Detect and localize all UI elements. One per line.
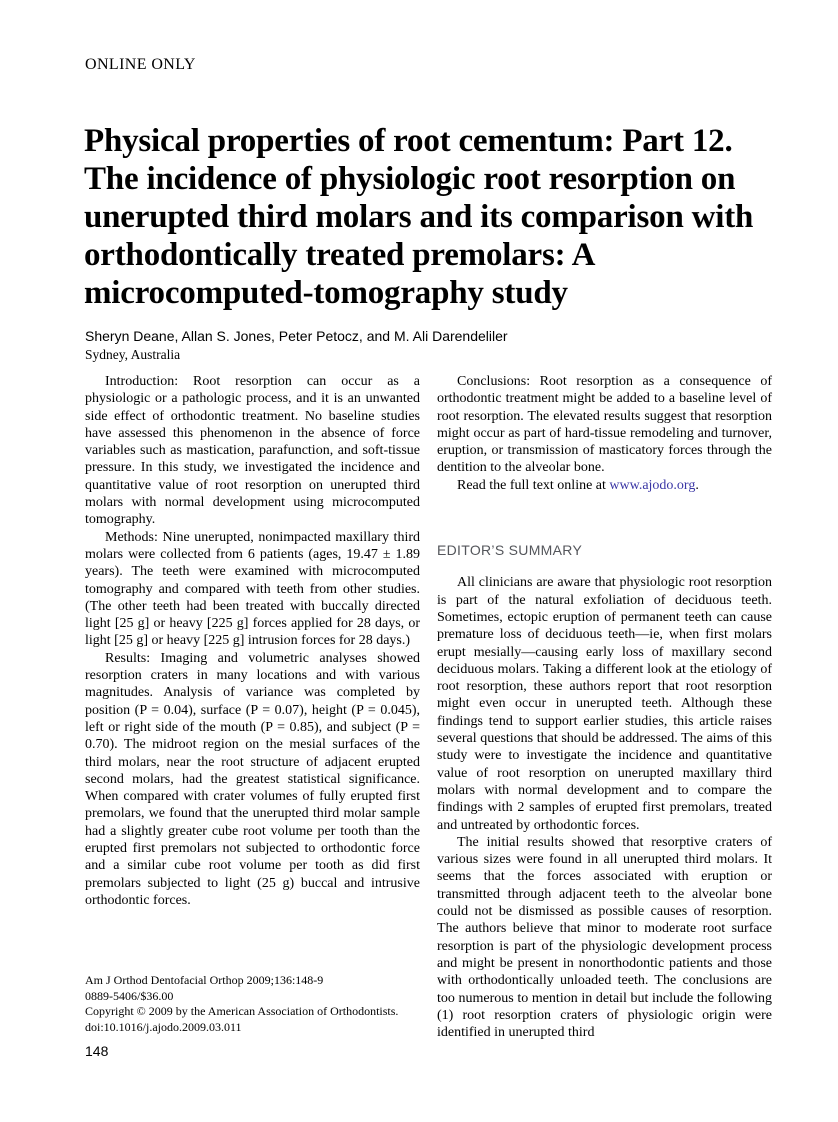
abstract-introduction: Introduction: Root resorption can occur as a physiologic or a pathologic process, and it is an unwanted side effect of orthodontic treatment. No baseline studies have assessed this phenomenon in the absence of force variables such as mastication, parafunction, and soft-tissue pressure. In this study, we investigated the incidence and quantitative value of root resorption on unerupted third molars with normal development using microcomputed tomography. (85, 374, 420, 528)
read-online-prefix: Read the full text online at (457, 477, 610, 493)
citation-block (85, 973, 398, 1035)
read-online-line (437, 477, 772, 494)
editors-summary-paragraph: All clinicians are aware that physiologic root resorption is part of the natural exfoliation of deciduous teeth. Sometimes, ectopic eruption of permanent teeth can cause premature loss of deciduous teeth—ie, when first molars erupt mesially—causing early loss of maxillary second deciduous molars. Taking a different look at the etiology of root resorption, these authors report that root resorption might even occur in unerupted teeth. Although these findings tend to support earlier studies, this article raises several questions that should be addressed. The aims of this study were to investigate the incidence and quantitative value of root resorption on unerupted maxillary third molars with normal development and to compare the findings with 2 samples of erupted first premolars, treated and untreated by orthodontic forces. (437, 575, 772, 833)
abstract-conclusions: Conclusions: Root resorption as a consequence of orthodontic treatment might be added to a baseline level of root resorption. The elevated results suggest that resorption might occur as part of hard-tissue remodeling and turnover, eruption, or transmission of masticatory forces through the dentition to the alveolar bone. (437, 374, 772, 476)
ajodo-link[interactable]: www.ajodo.org (609, 477, 696, 493)
left-column (85, 373, 420, 1041)
right-column (437, 373, 772, 1041)
abstract-results: Results: Imaging and volumetric analyses showed resorption craters in many locations and with various magnitudes. Analysis of variance was completed by position (P = 0.04), surface (P = 0.07), height (P = 0.045), left or right side of the mouth (P = 0.85), and subject (P = 0.70). The midroot region on the mesial surfaces of the third molars, near the root structure of adjacent erupted second molars, had the greatest statistical significance. When compared with crater volumes of fully erupted first premolars, we found that the unerupted third molar sample had a slightly greater cube root volume per tooth than the erupted first premolars not subjected to orthodontic force and a similar cube root volume per tooth as did first premolars subjected to light (25 g) buccal and intrusive orthodontic forces. (85, 650, 420, 908)
citation-copyright-line: Copyright © 2009 by the American Association of Orthodontists. (85, 1004, 399, 1018)
article-title: Physical properties of root cementum: Part 12. The incidence of physiologic root resorption on unerupted third molars and its comparison with orthodontically treated premolars: A microcomputed-tomography study (84, 123, 754, 311)
page-number: 148 (85, 1043, 109, 1059)
affiliation: Sydney, Australia (85, 347, 181, 362)
two-column-body (85, 373, 772, 1041)
citation-doi-line: doi:10.1016/j.ajodo.2009.03.011 (85, 1019, 242, 1034)
online-only-label: ONLINE ONLY (85, 56, 196, 73)
editors-summary-heading: EDITOR’S SUMMARY (437, 542, 583, 559)
abstract-methods: Methods: Nine unerupted, nonimpacted maxillary third molars were collected from 6 patients (ages, 19.47 ± 1.89 years). The teeth were examined with microcomputed tomography and compared with teeth from other studies. (The other teeth had been treated with buccally directed light [25 g] or heavy [225 g] forces applied for 28 days, or light [25 g] or heavy [225 g] intrusion forces for 28 days.) (85, 529, 420, 649)
read-online-suffix: . (695, 477, 699, 493)
citation-issn-line: 0889-5406/$36.00 (85, 988, 174, 1003)
author-list: Sheryn Deane, Allan S. Jones, Peter Petocz, and M. Ali Darendeliler (85, 328, 508, 344)
editors-summary-paragraph: The initial results showed that resorptive craters of various sizes were found in all unerupted third molars. It seems that the forces associated with eruption or transmitted through adjacent teeth to the alveolar bone could not be dismissed as possible causes of resorption. The authors believe that minor to moderate root surface resorption is part of the physiologic development process and might be present in nonorthodontic patients and those with orthodontically unloaded teeth. The conclusions are too numerous to mention in detail but include the following (1) root resorption craters of physiologic origin were identified in unerupted third (437, 834, 772, 1041)
citation-journal-line: Am J Orthod Dentofacial Orthop 2009;136:148-9 (85, 973, 324, 987)
